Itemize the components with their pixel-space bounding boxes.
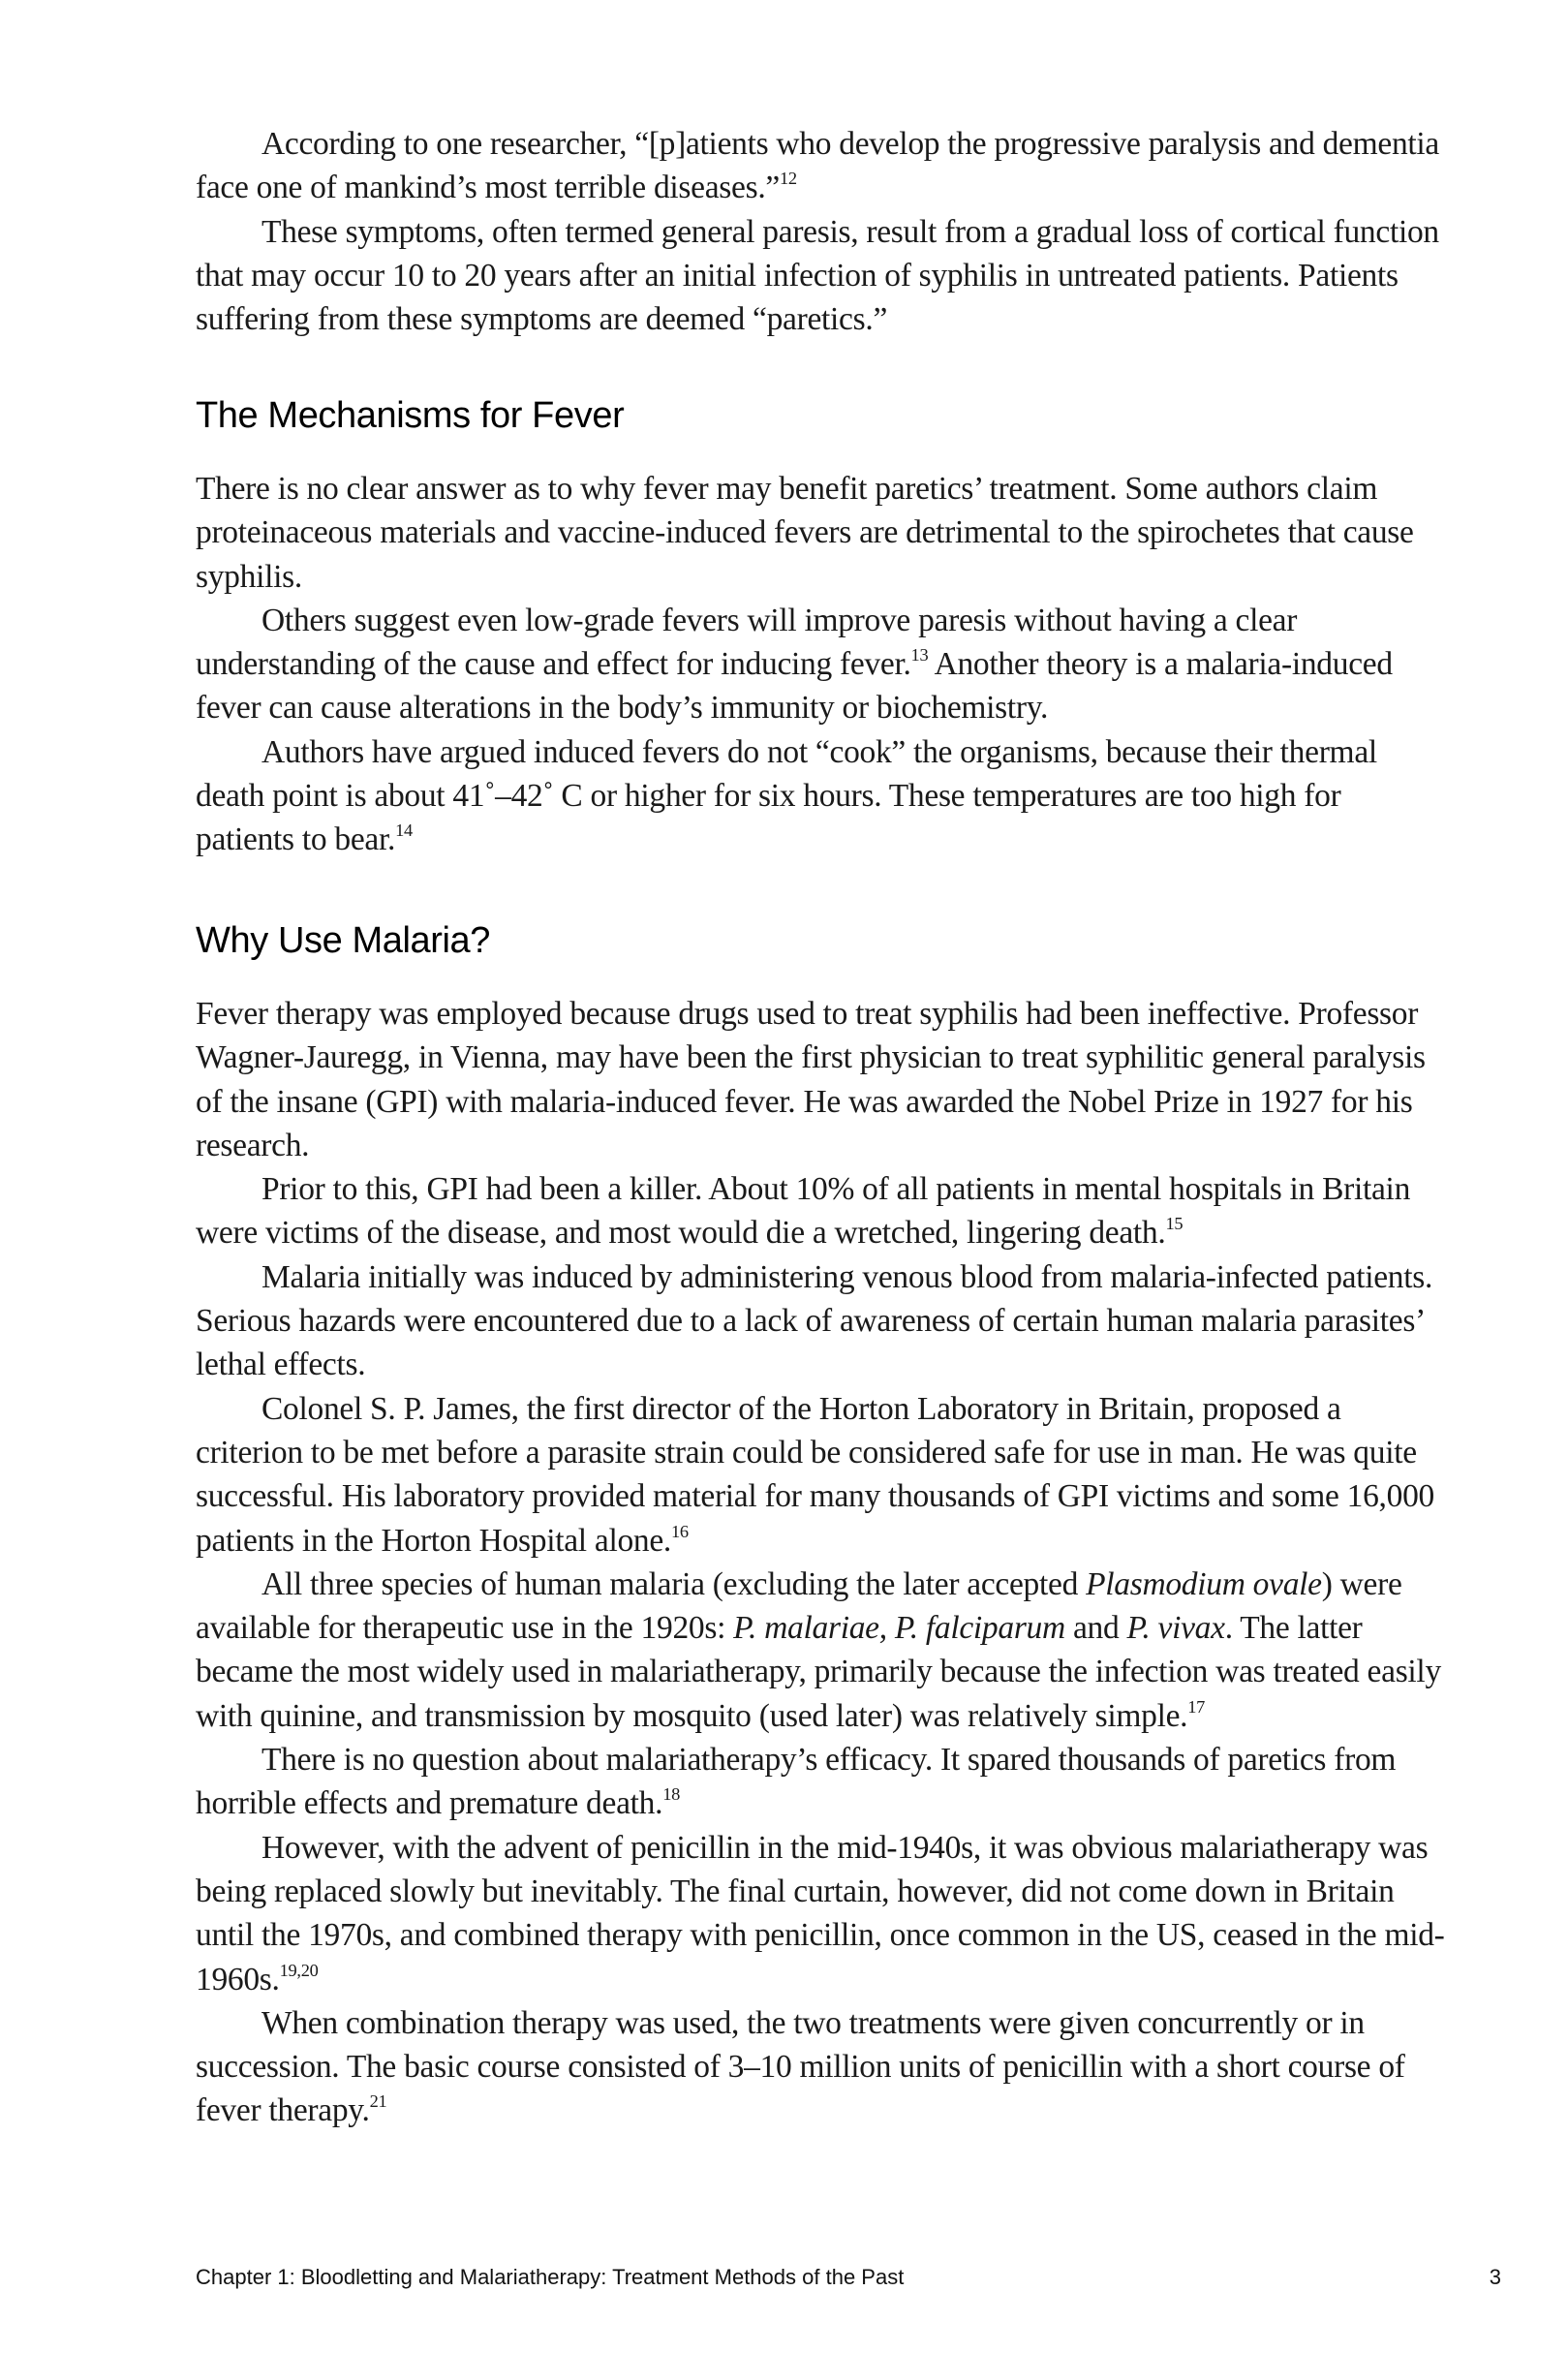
intro-block bbox=[196, 122, 1445, 341]
footnote-reference: 13 bbox=[910, 645, 929, 666]
italic-term: P. malariae, P. falciparum bbox=[733, 1610, 1065, 1647]
footnote-reference: 18 bbox=[662, 1784, 680, 1805]
paragraph: However, with the advent of penicillin in the mid-1940s, it was obvious malariatherapy was being replaced slowly but inevitably. The final curtain, however, did not come down in Britain until the 1970s, and combined therapy with penicillin, once common in the US, ceased in the mid-1960s.$^{19,20}$ bbox=[196, 1829, 1445, 1997]
italic-term: P. vivax bbox=[1126, 1610, 1225, 1647]
section-heading-mechanisms: The Mechanisms for Fever bbox=[196, 395, 625, 436]
running-title: Chapter 1: Bloodletting and Malariatherapy: Treatment Methods of the Past bbox=[196, 2265, 905, 2289]
footnote-reference: 21 bbox=[369, 2091, 387, 2112]
paragraph: Prior to this, GPI had been a killer. About 10% of all patients in mental hospitals in Britain were victims of the disease, and most would die a wretched, lingering death.$^{15}$ bbox=[196, 1171, 1411, 1252]
footnote-reference: 15 bbox=[1165, 1214, 1184, 1234]
italic-term: Plasmodium ovale bbox=[1086, 1565, 1322, 1602]
footnote-reference: 12 bbox=[779, 169, 797, 189]
paragraph: There is no clear answer as to why fever may benefit paretics’ treatment. Some authors claim proteinaceous materials and vaccine-induced fevers are detrimental to the spirochetes that cause syphilis. bbox=[196, 471, 1414, 595]
paragraph: According to one researcher, “[p]atients who develop the progressive paralysis and dementia face one of mankind’s most terrible diseases.”$^{12}$ bbox=[196, 126, 1439, 206]
mechanisms-block bbox=[196, 467, 1445, 862]
footnote-reference: 14 bbox=[395, 820, 413, 841]
footnote-reference: 19,20 bbox=[279, 1960, 319, 1980]
page-footer bbox=[196, 2265, 1501, 2290]
paragraph: There is no question about malariatherapy’s efficacy. It spared thousands of paretics from horrible effects and premature death.$^{18}$ bbox=[196, 1742, 1397, 1822]
paragraph: Fever therapy was employed because drugs used to treat syphilis had been ineffective. Professor Wagner-Jauregg, in Vienna, may have been the first physician to treat syphilitic general paralysis of the insane (GPI) with malaria-induced fever. He was awarded the Nobel Prize in 1927 for his research. bbox=[196, 996, 1426, 1163]
footnote-reference: 16 bbox=[671, 1521, 689, 1541]
paragraph: Malaria initially was induced by administering venous blood from malaria-infected patients. Serious hazards were encountered due to a lack of awareness of certain human malaria parasites’ lethal effects. bbox=[196, 1258, 1433, 1383]
paragraph: Authors have argued induced fevers do not “cook” the organisms, because their thermal death point is about 41˚–42˚ C or higher for six hours. These temperatures are too high for patients to bear.$^{14}$ bbox=[196, 733, 1377, 858]
footnote-reference: 17 bbox=[1187, 1696, 1206, 1717]
paragraph: Colonel S. P. James, the first director of the Horton Laboratory in Britain, proposed a criterion to be met before a parasite strain could be considered safe for use in man. He was quite successful. His laboratory provided material for many thousands of GPI victims and some 16,000 patients in the Horton Hospital alone.$^{16}$ bbox=[196, 1390, 1434, 1559]
paragraph: When combination therapy was used, the two treatments were given concurrently or in succession. The basic course consisted of 3–10 million units of penicillin with a short course of fever therapy.$^{21}$ bbox=[196, 2004, 1405, 2129]
malaria-block bbox=[196, 992, 1445, 2133]
paragraph: All three species of human malaria (excluding the later accepted Plasmodium ovale) were available for therapeutic use in the 1920s: P. malariae, P. falciparum and P. vivax. The latter became the most widely used in malariatherapy, primarily because the infection was treated easily with quinine, and transmission by mosquito (used later) was relatively simple.$^{17}$ bbox=[196, 1565, 1441, 1734]
section-heading-malaria: Why Use Malaria? bbox=[196, 920, 491, 961]
paragraph: These symptoms, often termed general paresis, result from a gradual loss of cortical function that may occur 10 to 20 years after an initial infection of syphilis in untreated patients. Patients suffering from these symptoms are deemed “paretics.” bbox=[196, 213, 1439, 338]
page-number: 3 bbox=[1489, 2265, 1501, 2289]
paragraph: Others suggest even low-grade fevers will improve paresis without having a clear understanding of the cause and effect for inducing fever.$^{13}$ Another theory is a malaria-induced fever can cause alterations in the body’s immunity or biochemistry. bbox=[196, 602, 1393, 727]
